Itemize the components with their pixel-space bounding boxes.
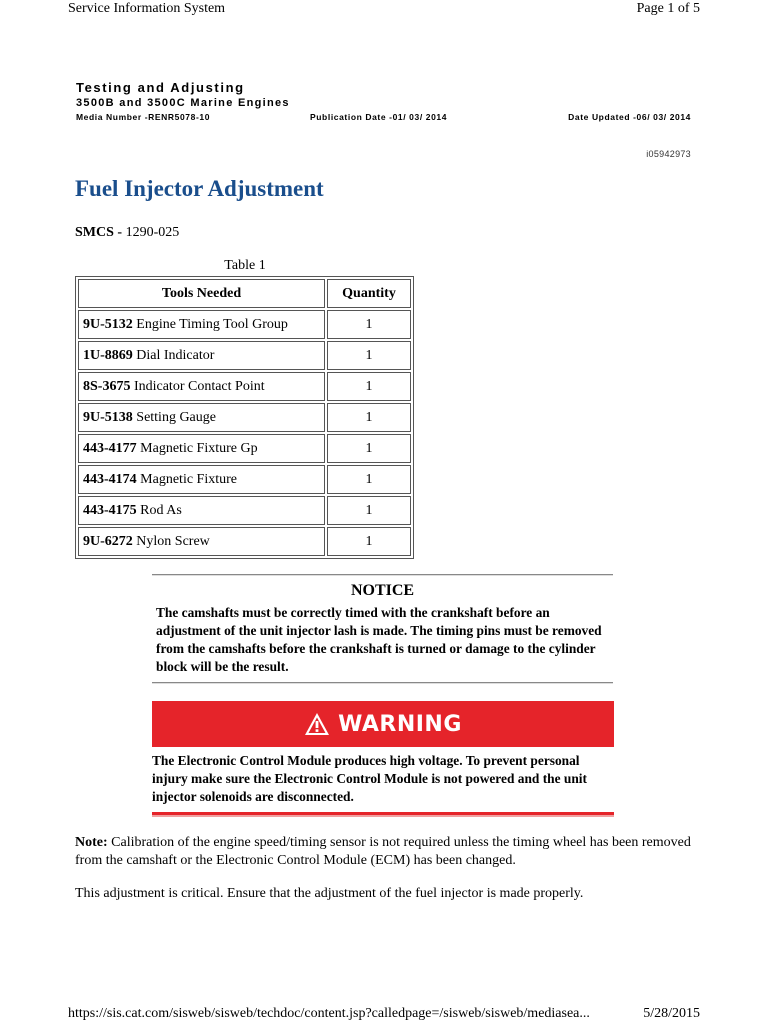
- part-number: 443-4174: [83, 471, 137, 487]
- quantity-cell: 1: [327, 496, 411, 525]
- note-paragraph: [75, 834, 705, 870]
- tool-cell: [78, 465, 325, 494]
- warning-bottom-bar: [152, 812, 614, 817]
- table-row: [78, 527, 411, 556]
- header-quantity: Quantity: [327, 279, 411, 308]
- part-number: 443-4175: [83, 502, 137, 518]
- tool-name: Magnetic Fixture: [140, 471, 237, 487]
- tools-table-body: [78, 310, 411, 556]
- warning-box: [152, 701, 614, 817]
- notice-top-rule: [152, 574, 613, 576]
- table-header-row: [78, 279, 411, 308]
- part-number: 9U-5138: [83, 409, 133, 425]
- document-engine: 3500B and 3500C Marine Engines: [76, 97, 290, 109]
- tool-cell: [78, 341, 325, 370]
- tool-name: Setting Gauge: [136, 409, 216, 425]
- critical-paragraph: This adjustment is critical. Ensure that the adjustment of the fuel injector is made properly.: [75, 886, 584, 901]
- tool-name: Dial Indicator: [136, 347, 215, 363]
- publication-date: Publication Date -01/ 03/ 2014: [310, 112, 448, 122]
- note-text: Calibration of the engine speed/timing sensor is not required unless the timing wheel has been removed from the camshaft or the Electronic Control Module (ECM) has been changed.: [75, 835, 691, 868]
- tool-cell: [78, 372, 325, 401]
- quantity-cell: 1: [327, 341, 411, 370]
- smcs-code: [75, 225, 179, 241]
- media-number: Media Number -RENR5078-10: [76, 112, 211, 122]
- table-row: [78, 341, 411, 370]
- warning-text: The Electronic Control Module produces high voltage. To prevent personal injury make sure the Electronic Control Module is not powered and the unit injector solenoids are disconnected.: [152, 753, 587, 804]
- quantity-cell: 1: [327, 310, 411, 339]
- tool-cell: [78, 496, 325, 525]
- page-title: Fuel Injector Adjustment: [75, 176, 324, 201]
- table-row: [78, 465, 411, 494]
- smcs-label: SMCS -: [75, 225, 123, 240]
- note-label: Note:: [75, 835, 108, 850]
- date-updated: Date Updated -06/ 03/ 2014: [568, 112, 691, 122]
- header-tools-needed: Tools Needed: [78, 279, 325, 308]
- notice-text: The camshafts must be correctly timed with the crankshaft before an adjustment of the unit injector lash is made. The timing pins must be removed from the camshafts before the crankshaft is turned or damage to the cylinder block will be the result.: [156, 605, 602, 674]
- document-id: i05942973: [646, 149, 691, 159]
- tool-name: Magnetic Fixture Gp: [140, 440, 258, 456]
- part-number: 443-4177: [83, 440, 137, 456]
- table-row: [78, 434, 411, 463]
- tool-name: Rod As: [140, 502, 182, 518]
- tool-cell: [78, 403, 325, 432]
- notice-bottom-rule: [152, 682, 613, 684]
- header-page-indicator: Page 1 of 5: [636, 1, 700, 16]
- document-type: Testing and Adjusting: [76, 80, 245, 95]
- part-number: 9U-5132: [83, 316, 133, 332]
- tool-name: Nylon Screw: [136, 533, 210, 549]
- warning-triangle-icon: [304, 712, 330, 736]
- table-row: [78, 403, 411, 432]
- smcs-value: 1290-025: [125, 225, 180, 240]
- tool-name: Engine Timing Tool Group: [136, 316, 288, 332]
- tool-cell: [78, 434, 325, 463]
- table-row: [78, 372, 411, 401]
- quantity-cell: 1: [327, 527, 411, 556]
- warning-label: WARNING: [338, 711, 462, 737]
- notice-title: NOTICE: [350, 582, 415, 599]
- header-system-name: Service Information System: [68, 1, 226, 16]
- notice-box: [152, 574, 613, 684]
- quantity-cell: 1: [327, 403, 411, 432]
- footer-url: https://sis.cat.com/sisweb/sisweb/techdoc/content.jsp?calledpage=/sisweb/sisweb/mediasea...: [68, 1006, 590, 1021]
- quantity-cell: 1: [327, 434, 411, 463]
- tool-cell: [78, 527, 325, 556]
- table-row: [78, 310, 411, 339]
- table-row: [78, 496, 411, 525]
- quantity-cell: 1: [327, 465, 411, 494]
- footer-date: 5/28/2015: [643, 1006, 700, 1021]
- table-caption: Table 1: [224, 258, 266, 273]
- part-number: 8S-3675: [83, 378, 131, 394]
- tools-table: [75, 276, 414, 559]
- tool-name: Indicator Contact Point: [133, 378, 265, 394]
- part-number: 9U-6272: [83, 533, 133, 549]
- tool-cell: [78, 310, 325, 339]
- warning-banner: [152, 701, 614, 747]
- part-number: 1U-8869: [83, 347, 133, 363]
- quantity-cell: 1: [327, 372, 411, 401]
